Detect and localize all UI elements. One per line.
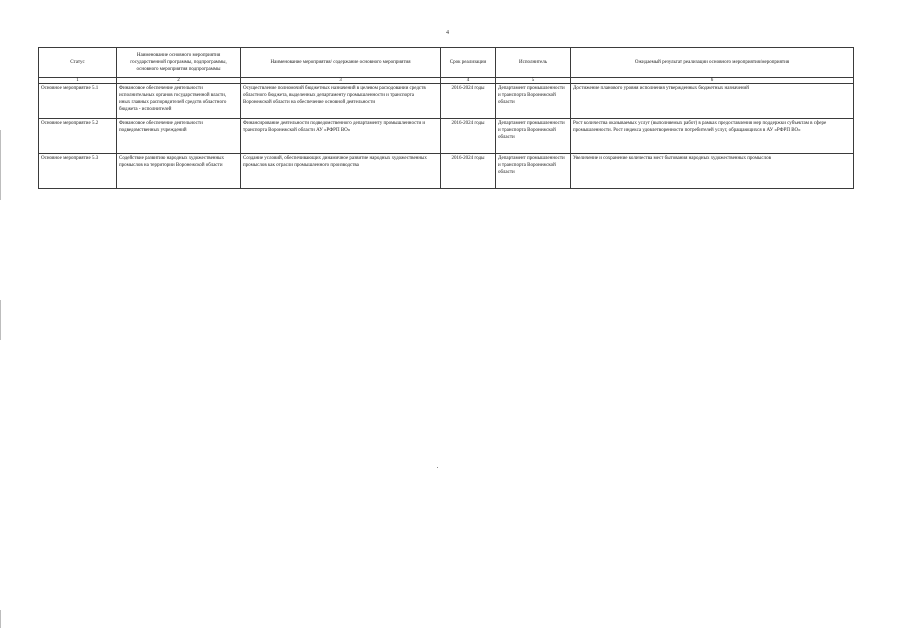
scan-speck: [437, 467, 438, 468]
column-number: 5: [496, 78, 571, 84]
cell-executor: Департамент промышленности и транспорта Воронежской области: [496, 84, 571, 119]
cell-status: Основное мероприятие 5.3: [39, 154, 117, 189]
cell-term: 2016-2024 годы: [441, 84, 496, 119]
header-activity-content: Наименование мероприятия/ содержание основного мероприятия: [241, 48, 441, 78]
cell-content: Осуществление полномочий бюджетных назначений в целевом расходовании средств областного бюджета, выделенных департаменту промышленности и транспорта Воронежской области на обеспечение основной деятельности: [241, 84, 441, 119]
header-expected-result: Ожидаемый результат реализации основного мероприятия/мероприятия: [571, 48, 854, 78]
header-status: Статус: [39, 48, 117, 78]
cell-result: Увеличение и сохранение количества мест бытования народных художественных промыслов: [571, 154, 854, 189]
header-main-activity-name: Наименование основного мероприятия государственной программы, подпрограммы, основного мероприятия подпрограммы: [117, 48, 241, 78]
column-number: 6: [571, 78, 854, 84]
cell-result: Достижение планового уровня исполнения утвержденных бюджетных назначений: [571, 84, 854, 119]
cell-status: Основное мероприятие 5.1: [39, 84, 117, 119]
cell-name: Финансовое обеспечение деятельности подведомственных учреждений: [117, 119, 241, 154]
table-row: [39, 119, 854, 154]
cell-content: Финансирование деятельности подведомственного департаменту промышленности и транспорта Воронежской области АУ «РФРП ВО»: [241, 119, 441, 154]
cell-term: 2016-2024 годы: [441, 154, 496, 189]
column-number: 4: [441, 78, 496, 84]
cell-name: Содействие развитию народных художественных промыслов на территории Воронежской области: [117, 154, 241, 189]
table-row: [39, 154, 854, 189]
cell-term: 2016-2024 годы: [441, 119, 496, 154]
column-number: 2: [117, 78, 241, 84]
table-row: [39, 84, 854, 119]
cell-result: Рост количества оказываемых услуг (выполняемых работ) в рамках предоставления мер поддержки субъектам в сфере промышленности. Рост индекса удовлетворенности потребителей услуг, обращающихся в АУ «РФРП ВО»: [571, 119, 854, 154]
cell-status: Основное мероприятие 5.2: [39, 119, 117, 154]
header-term: Срок реализации: [441, 48, 496, 78]
scan-edge-mark: [0, 300, 1, 340]
column-number: 3: [241, 78, 441, 84]
scan-edge-mark: [0, 610, 1, 628]
page-number: 4: [446, 30, 449, 36]
column-number: 1: [39, 78, 117, 84]
table-header-row: [39, 48, 854, 78]
cell-content: Создание условий, обеспечивающих динамичное развитие народных художественных промыслов как отрасли промышленного производства: [241, 154, 441, 189]
cell-name: Финансовое обеспечение деятельности исполнительных органов государственной власти, иных главных распорядителей средств областного бюджета - исполнителей: [117, 84, 241, 119]
header-executor: Исполнитель: [496, 48, 571, 78]
cell-executor: Департамент промышленности и транспорта Воронежской области: [496, 154, 571, 189]
cell-executor: Департамент промышленности и транспорта Воронежской области: [496, 119, 571, 154]
activities-table: [38, 47, 854, 189]
scan-edge-mark: [0, 130, 1, 200]
